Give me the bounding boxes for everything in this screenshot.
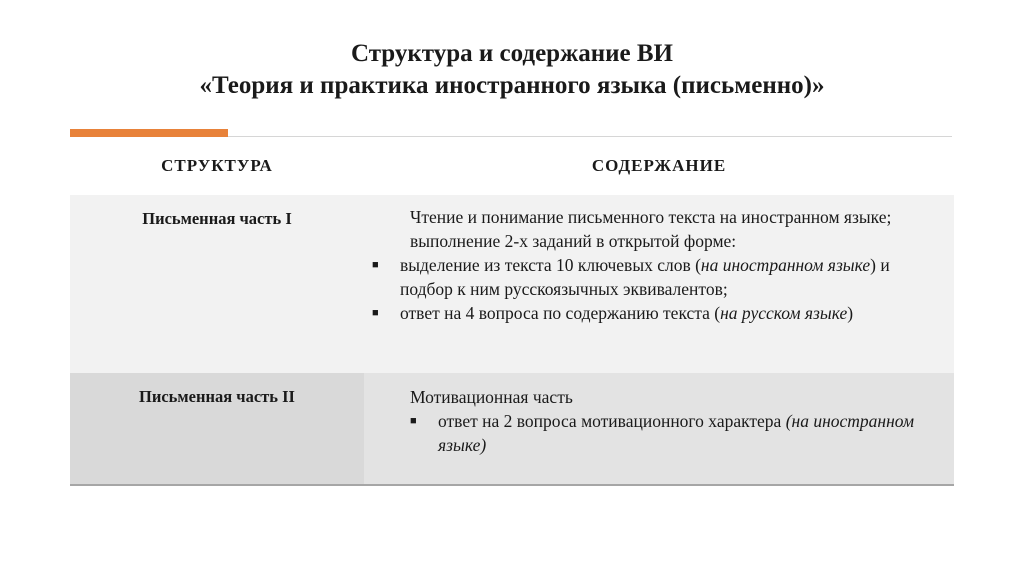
row-content [364,195,954,373]
bullet-text: ) и подбор к ним русскоязычных эквивалентов; [400,255,890,299]
bullet-italic-text: (на иностранном языке) [438,411,915,455]
header-structure: СТРУКТУРА [161,156,273,175]
header-content: СОДЕРЖАНИЕ [591,156,727,175]
list-item [402,409,942,457]
bullet-italic-text: на русском языке [720,303,848,323]
list-item [364,253,940,301]
bullet-text: выделение из текста 10 ключевых слов ( [400,255,701,275]
row-label: Письменная часть I [142,209,292,228]
bullet-text: ответ на 4 вопроса по содержанию текста ( [400,303,721,323]
title-line-1: Структура и содержание ВИ [351,40,673,67]
square-bullet-icon: ■ [372,259,379,271]
structure-table [70,137,954,486]
bullet-list [402,409,942,457]
table-header-row [70,137,954,195]
content-paragraph: Чтение и понимание письменного текста на иностранном языке; выполнение 2-х заданий в открытой форме: [410,207,892,251]
content-paragraph: Мотивационная часть [410,387,573,407]
bullet-list [364,253,940,325]
square-bullet-icon: ■ [372,307,379,319]
slide-title [0,38,1024,102]
square-bullet-icon: ■ [410,415,417,427]
list-item [364,301,940,325]
table-row [70,373,954,486]
accent-bar [70,129,228,137]
bullet-text: ) [847,303,854,323]
bullet-italic-text: на иностранном языке [700,255,871,275]
table-row [70,195,954,373]
bullet-text: ответ на 2 вопроса мотивационного характера [438,411,786,431]
row-content [364,373,954,484]
row-label: Письменная часть II [70,373,364,484]
title-line-2: «Теория и практика иностранного языка (письменно)» [199,72,825,99]
